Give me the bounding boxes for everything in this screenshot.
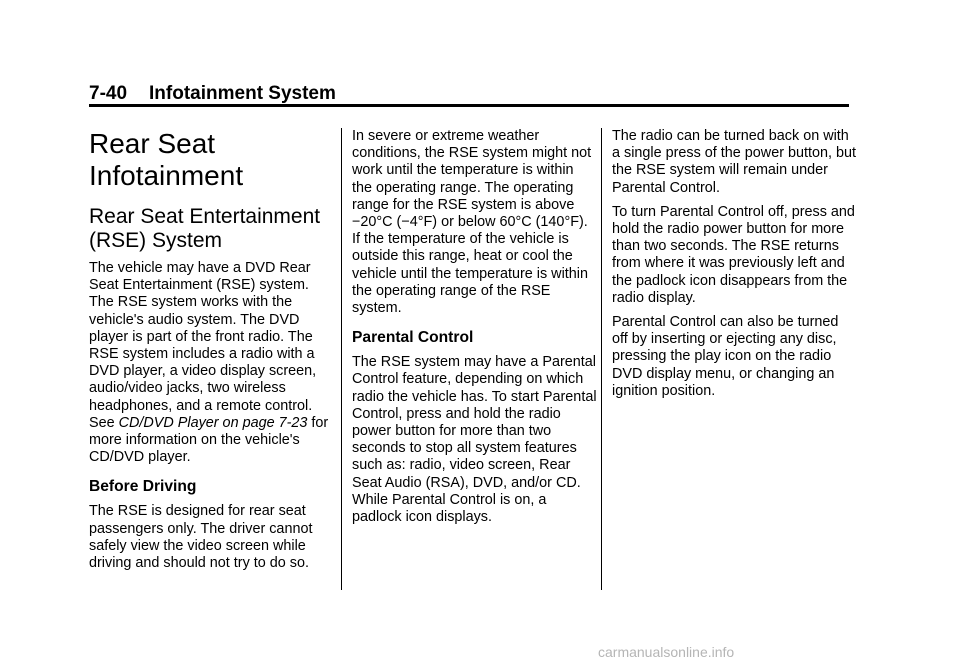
rse-intro-text-start: The vehicle may have a DVD Rear Seat Entertainment (RSE) system. The RSE system works with the vehicle's audio system. The DVD player is part of the front radio. The RSE system includes a radio with a DVD player, a video display screen, audio/video jacks, two wireless headphones, and a remote control. See bbox=[89, 260, 317, 431]
watermark: carmanualsonline.info bbox=[598, 644, 735, 660]
rse-intro-text-end: for more information on the vehicle's CD/DVD player. bbox=[89, 414, 329, 466]
column-divider-1 bbox=[341, 128, 342, 590]
alternative-off-paragraph: Parental Control can also be turned off by inserting or ejecting any disc, pressing the play icon on the radio DVD display menu, or changing an ignition position. bbox=[612, 314, 839, 399]
header-rule bbox=[89, 104, 849, 107]
turn-back-on-paragraph: The radio can be turned back on with a single press of the power button, but the RSE system will remain under Parental Control. bbox=[612, 128, 856, 196]
column-2 bbox=[352, 128, 597, 526]
before-driving-paragraph: The RSE is designed for rear seat passengers only. The driver cannot safely view the video screen while driving and should not try to do so. bbox=[89, 503, 313, 572]
parental-control-paragraph: The RSE system may have a Parental Control feature, depending on which radio the vehicle has. To start Parental Control, press and hold the radio power button for more than two seconds to stop all system features such as: radio, video screen, Rear Seat Audio (RSA), DVD, and/or CD. While Parental Control is on, a padlock icon displays. bbox=[352, 354, 597, 526]
turn-off-paragraph: To turn Parental Control off, press and hold the radio power button for more than two seconds. The RSE returns from where it was previously left and the padlock icon disappears from the radio display. bbox=[612, 203, 855, 306]
parental-control-heading: Parental Control bbox=[352, 329, 474, 347]
rse-system-heading: Rear Seat Entertainment (RSE) System bbox=[89, 205, 321, 252]
page-header bbox=[89, 82, 336, 106]
page-number: 7-40 bbox=[89, 83, 128, 104]
rse-intro-paragraph bbox=[89, 260, 334, 466]
column-3 bbox=[612, 128, 857, 400]
page-title: Rear Seat Infotainment bbox=[89, 128, 244, 191]
before-driving-heading: Before Driving bbox=[89, 478, 197, 496]
column-divider-2 bbox=[601, 128, 602, 590]
section-title: Infotainment System bbox=[149, 83, 336, 104]
column-1 bbox=[89, 128, 334, 572]
cd-dvd-player-link[interactable]: CD/DVD Player on page 7-23 bbox=[118, 414, 308, 431]
weather-paragraph: In severe or extreme weather conditions, the RSE system might not work until the temperature is within the operating range. The operating range for the RSE system is above −20°C (−4°F) or below 60°C (140°F). If the temperature of the vehicle is outside this range, heat or cool the vehicle until the temperature is within the operating range of the RSE system. bbox=[352, 128, 592, 317]
